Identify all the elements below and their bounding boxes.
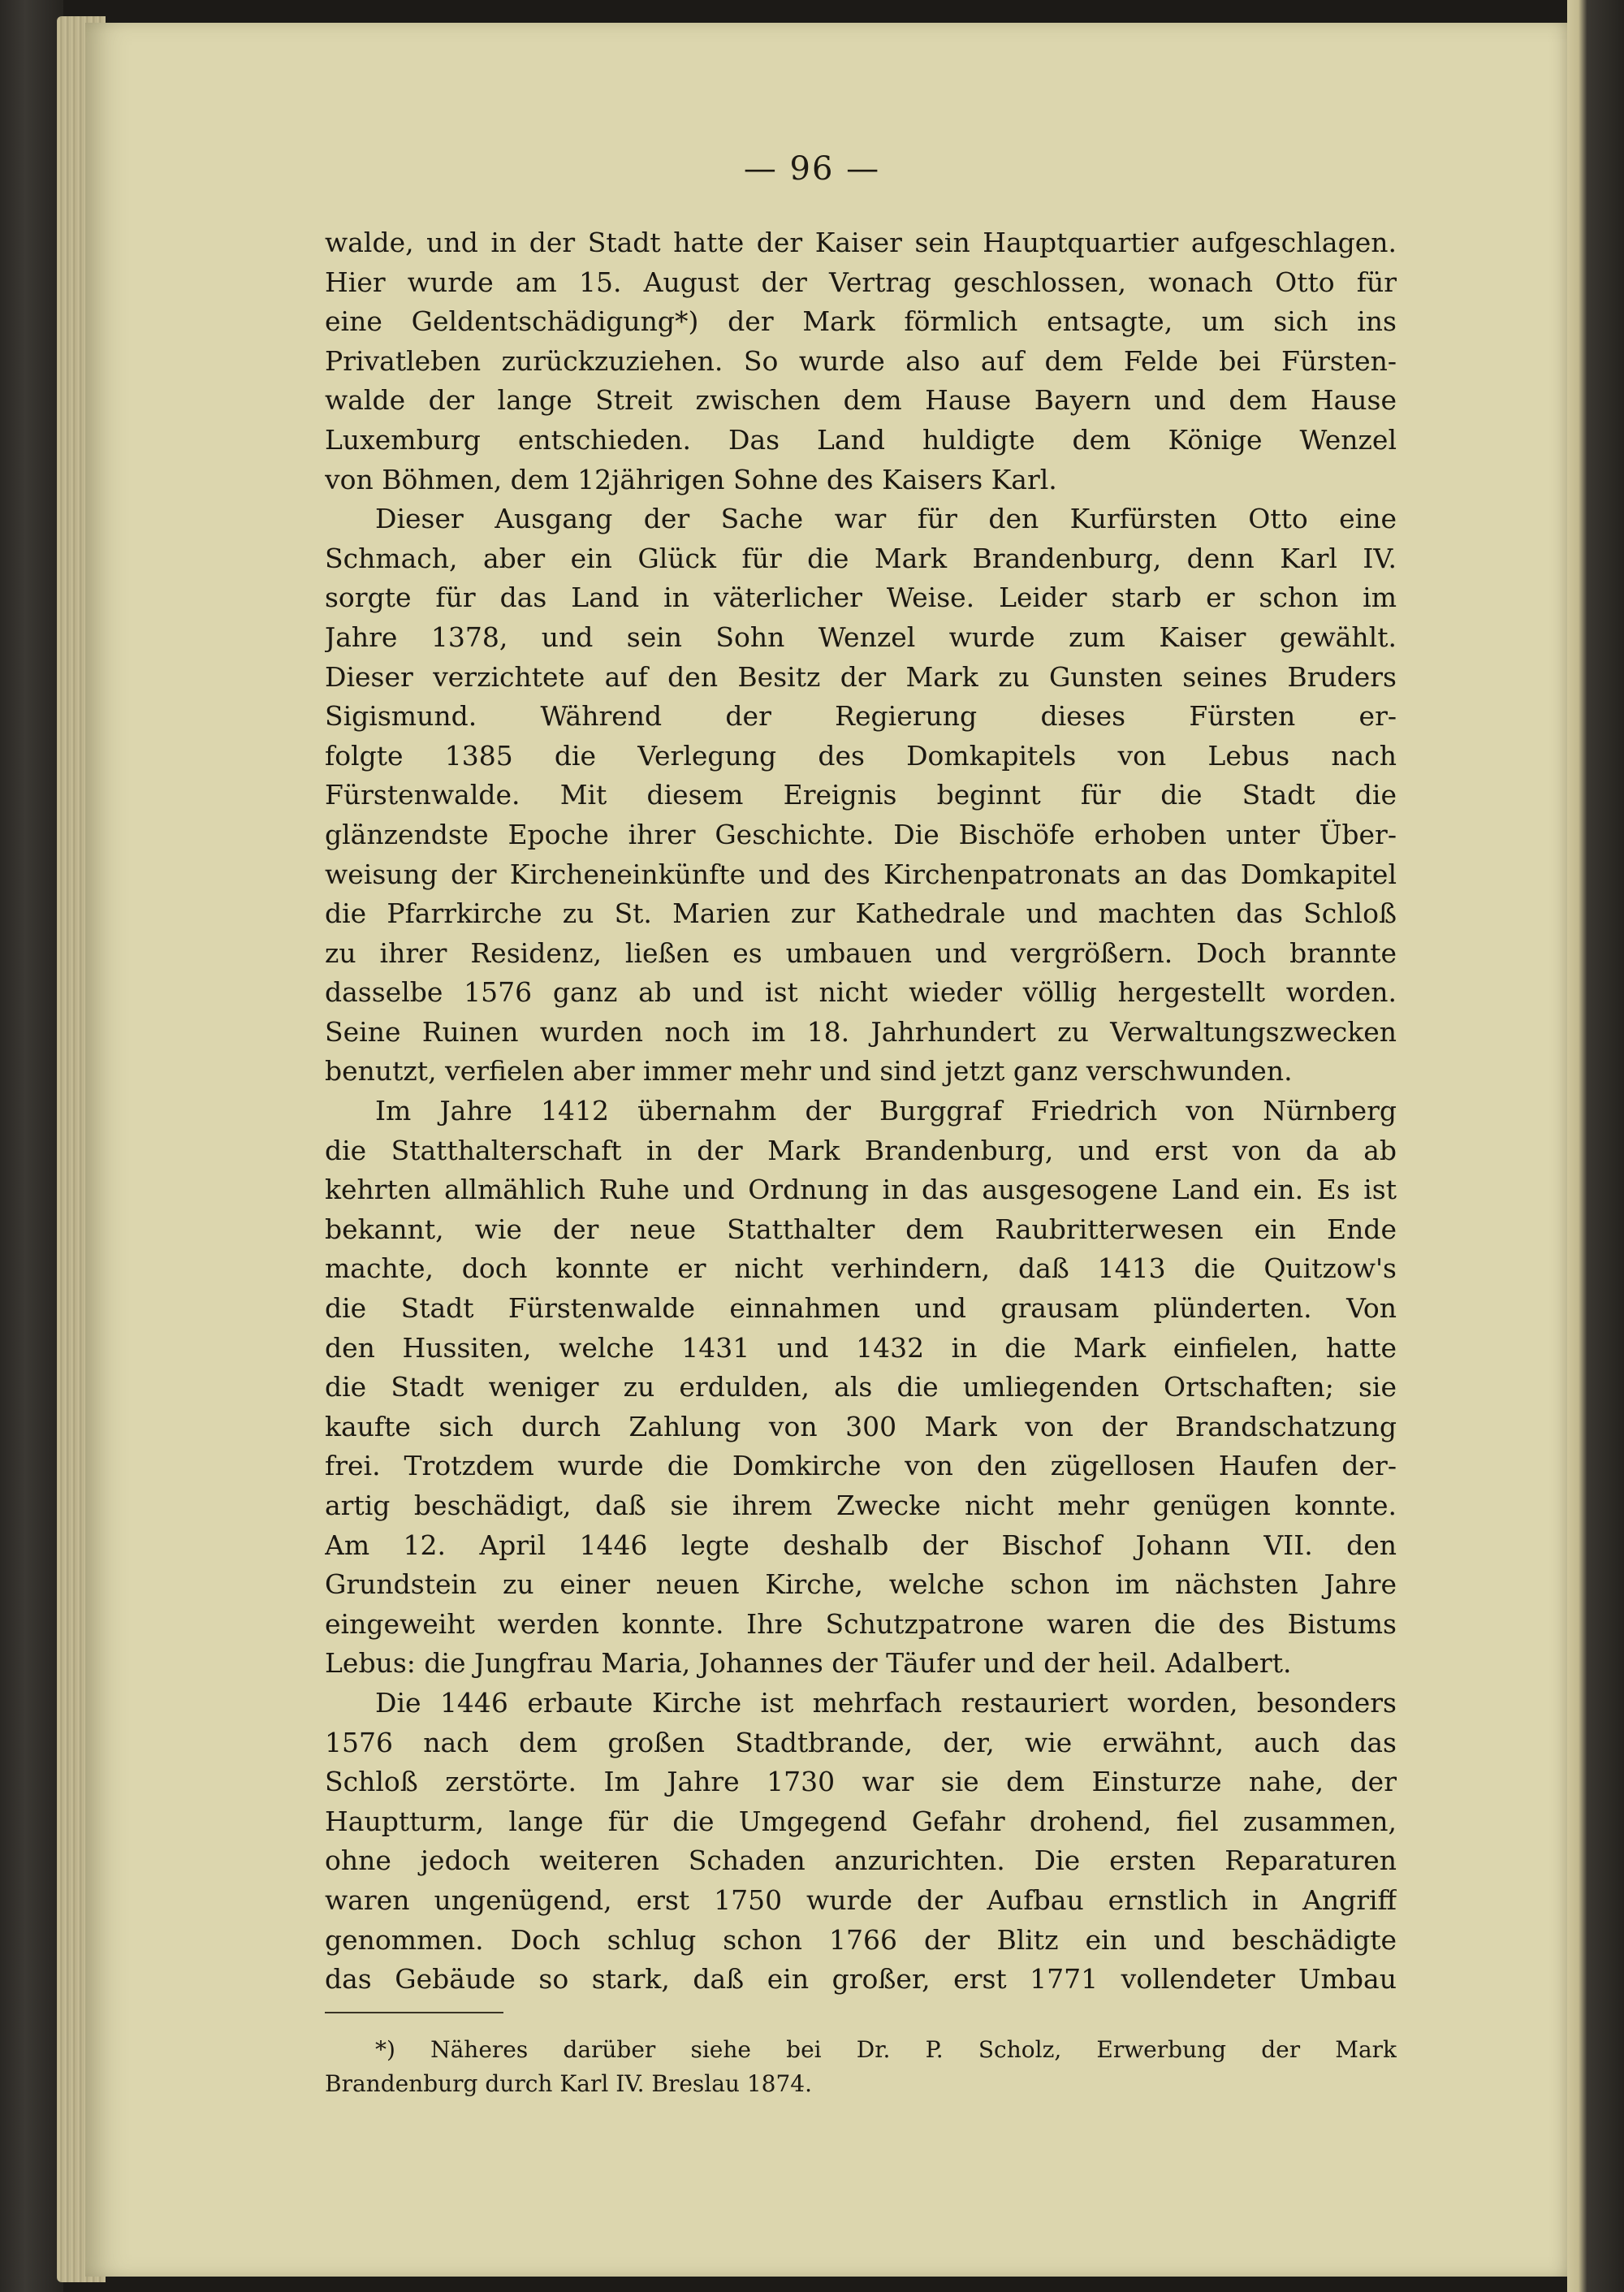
text-line: Hier wurde am 15. August der Vertrag geschlossen, wonach Otto für <box>325 266 1397 298</box>
text-line: Seine Ruinen wurden noch im 18. Jahrhundert zu Verwaltungszwecken <box>325 1015 1397 1048</box>
text-line: Schmach, aber ein Glück für die Mark Brandenburg, denn Karl IV. <box>325 542 1397 574</box>
text-line: weisung der Kircheneinkünfte und des Kirchenpatronats an das Domkapitel <box>325 858 1397 890</box>
page-number: — 96 — <box>743 150 881 188</box>
text-line: Lebus: die Jungfrau Maria, Johannes der Täufer und der heil. Adalbert. <box>325 1647 1292 1680</box>
text-line: machte, doch konnte er nicht verhindern, daß 1413 die Quitzow's <box>325 1252 1397 1285</box>
text-line: Am 12. April 1446 legte deshalb der Bischof Johann VII. den <box>325 1529 1397 1561</box>
text-line: genommen. Doch schlug schon 1766 der Blitz ein und beschädigte <box>325 1923 1397 1956</box>
text-line: eingeweiht werden konnte. Ihre Schutzpatrone waren die des Bistums <box>325 1607 1397 1640</box>
text-line: eine Geldentschädigung*) der Mark förmlich entsagte, um sich ins <box>325 305 1397 338</box>
text-line: bekannt, wie der neue Statthalter dem Raubritterwesen ein Ende <box>325 1213 1397 1245</box>
text-line: 1576 nach dem großen Stadtbrande, der, wie erwähnt, auch das <box>325 1726 1397 1758</box>
text-line: zu ihrer Residenz, ließen es umbauen und vergrößern. Doch brannte <box>325 936 1397 969</box>
facing-page-edge <box>1567 0 1624 2292</box>
text-line: dasselbe 1576 ganz ab und ist nicht wieder völlig hergestellt worden. <box>325 976 1397 1009</box>
text-line: Im Jahre 1412 übernahm der Burggraf Friedrich von Nürnberg <box>375 1095 1397 1127</box>
footnote-line: Brandenburg durch Karl IV. Breslau 1874. <box>325 2070 813 2097</box>
text-line: Sigismund. Während der Regierung dieses Fürsten er- <box>325 700 1397 733</box>
text-line: Dieser verzichtete auf den Besitz der Mark zu Gunsten seines Bruders <box>325 660 1397 693</box>
main-text <box>325 223 1397 2000</box>
text-line: glänzendste Epoche ihrer Geschichte. Die Bischöfe erhoben unter Über- <box>325 818 1397 850</box>
text-line: die Statthalterschaft in der Mark Brandenburg, und erst von da ab <box>325 1134 1397 1166</box>
text-line: folgte 1385 die Verlegung des Domkapitels von Lebus nach <box>325 739 1397 772</box>
text-line: Jahre 1378, und sein Sohn Wenzel wurde zum Kaiser gewählt. <box>325 621 1397 653</box>
text-line: frei. Trotzdem wurde die Domkirche von den zügellosen Haufen der- <box>325 1450 1397 1482</box>
text-line: Dieser Ausgang der Sache war für den Kurfürsten Otto eine <box>375 503 1397 535</box>
text-line: Grundstein zu einer neuen Kirche, welche schon im nächsten Jahre <box>325 1568 1397 1601</box>
text-line: waren ungenügend, erst 1750 wurde der Aufbau ernstlich in Angriff <box>325 1883 1397 1916</box>
text-line: ohne jedoch weiteren Schaden anzurichten. Die ersten Reparaturen <box>325 1844 1397 1877</box>
text-line: kehrten allmählich Ruhe und Ordnung in das ausgesogene Land ein. Es ist <box>325 1174 1397 1206</box>
text-line: sorgte für das Land in väterlicher Weise. Leider starb er schon im <box>325 582 1397 614</box>
footnote <box>325 2033 1397 2101</box>
text-line: kaufte sich durch Zahlung von 300 Mark von der Brandschatzung <box>325 1410 1397 1442</box>
book-spine <box>0 0 63 2292</box>
text-line: Luxemburg entschieden. Das Land huldigte dem Könige Wenzel <box>325 423 1397 456</box>
text-line: walde, und in der Stadt hatte der Kaiser sein Hauptquartier aufgeschlagen. <box>325 227 1397 258</box>
text-line: artig beschädigt, daß sie ihrem Zwecke nicht mehr genügen konnte. <box>325 1490 1397 1521</box>
text-line: den Hussiten, welche 1431 und 1432 in die Mark einfielen, hatte <box>325 1331 1397 1364</box>
text-line: die Stadt weniger zu erdulden, als die umliegenden Ortschaften; sie <box>325 1371 1397 1403</box>
text-line: die Pfarrkirche zu St. Marien zur Kathedrale und machten das Schloß <box>325 897 1397 930</box>
text-line: Die 1446 erbaute Kirche ist mehrfach restauriert worden, besonders <box>375 1686 1397 1719</box>
text-line: benutzt, verfielen aber immer mehr und sind jetzt ganz verschwunden. <box>325 1055 1293 1088</box>
text-line: das Gebäude so stark, daß ein großer, erst 1771 vollendeter Umbau <box>325 1963 1397 1996</box>
text-line: Hauptturm, lange für die Umgegend Gefahr drohend, fiel zusammen, <box>325 1805 1397 1837</box>
text-line: Fürstenwalde. Mit diesem Ereignis beginnt für die Stadt die <box>325 779 1397 811</box>
text-line: Schloß zerstörte. Im Jahre 1730 war sie dem Einsturze nahe, der <box>325 1766 1397 1798</box>
text-line: die Stadt Fürstenwalde einnahmen und grausam plünderten. Von <box>325 1292 1397 1325</box>
text-line: Privatleben zurückzuziehen. So wurde also auf dem Felde bei Fürsten- <box>325 344 1397 377</box>
footnote-line: *) Näheres darüber siehe bei Dr. P. Scholz, Erwerbung der Mark <box>375 2036 1397 2063</box>
text-line: von Böhmen, dem 12jährigen Sohne des Kaisers Karl. <box>325 463 1057 495</box>
text-line: walde der lange Streit zwischen dem Hause Bayern und dem Hause <box>325 384 1397 417</box>
footnote-divider <box>325 2012 503 2013</box>
